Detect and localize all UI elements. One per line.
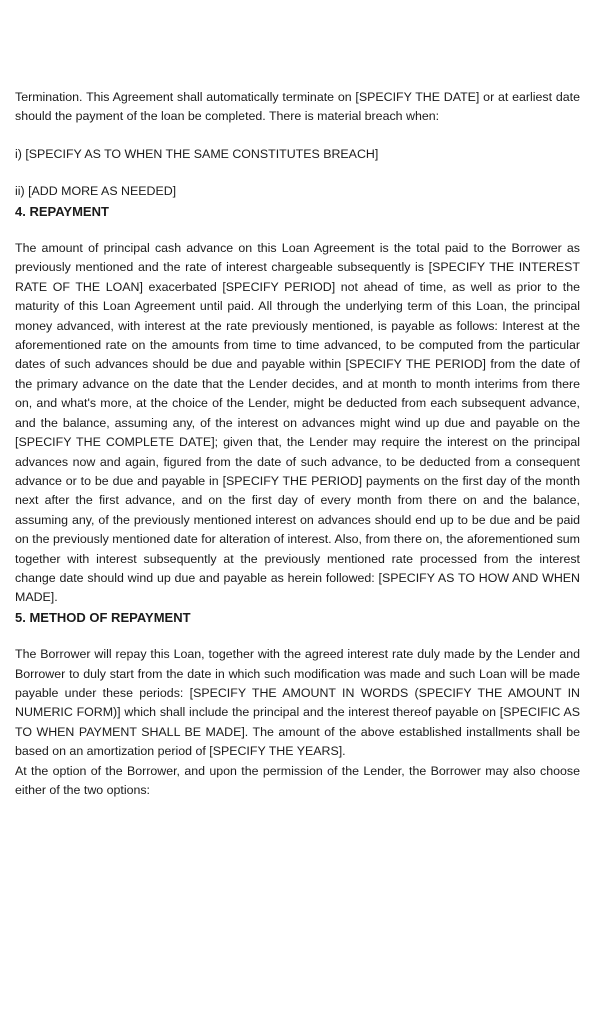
breach-item-2: ii) [ADD MORE AS NEEDED] <box>15 184 177 199</box>
repayment-paragraph: The amount of principal cash advance on this Loan Agreement is the total paid to the Borrower as previously mentioned and the rate of interest chargeable subsequently is [SPECIFY THE INTEREST RATE OF THE LOAN] exacerbated [SPECIFY PERIOD] not ahead of time, as well as prior to the maturity of this Loan Agreement until paid. All through the underlying term of this Loan, the principal money advanced, with interest at the rate previously mentioned, is payable as follows: Interest at the aforementioned rate on the amounts from time to time advanced, to be computed from the particular dates of such advances should be due and payable within [SPECIFY THE PERIOD] from the date of the primary advance on the date that the Lender decides, and at month to month interims from there on, and what's more, at the choice of the Lender, might be deducted from each subsequent advance, and the balance, assuming any, of the interest on advances might wind up due and payable on the [SPECIFY THE COMPLETE DATE]; given that, the Lender may require the interest on the principal advances now and again, figured from the date of such advance, to be deducted from a consequent advance or to be due and payable in [SPECIFY THE PERIOD] payments on the first day of the month next after the first advance, and on the first day of every month from there on and the balance, assuming any, of the previously mentioned interest on advances should end up to be due and be paid on the previously mentioned date for alteration of interest. Also, from there on, the aforementioned sum together with interest subsequently at the previously mentioned rate processed from the interest change date should wind up due and payable as herein followed: [SPECIFY AS TO HOW AND WHEN MADE]. <box>15 241 580 605</box>
document-page <box>15 88 580 800</box>
method-of-repayment-paragraph: The Borrower will repay this Loan, together with the agreed interest rate duly made by the Lender and Borrower to duly start from the date in which such modification was made and such Loan will be made payable under these periods: [SPECIFY THE AMOUNT IN WORDS (SPECIFY THE AMOUNT IN NUMERIC FORM)] which shall include the principal and the interest thereof payable on [SPECIFIC AS TO WHEN PAYMENT SHALL BE MADE]. The amount of the above established installments shall be based on an amortization period of [SPECIFY THE YEARS]. <box>15 647 580 759</box>
breach-item-1: i) [SPECIFY AS TO WHEN THE SAME CONSTITUTES BREACH] <box>15 146 379 161</box>
method-of-repayment-heading: 5. METHOD OF REPAYMENT <box>15 609 191 625</box>
termination-paragraph: Termination. This Agreement shall automatically terminate on [SPECIFY THE DATE] or at earliest date should the payment of the loan be completed. There is material breach when: <box>15 90 580 124</box>
repayment-heading: 4. REPAYMENT <box>15 203 109 219</box>
repayment-options-paragraph: At the option of the Borrower, and upon the permission of the Lender, the Borrower may also choose either of the two options: <box>15 763 580 797</box>
